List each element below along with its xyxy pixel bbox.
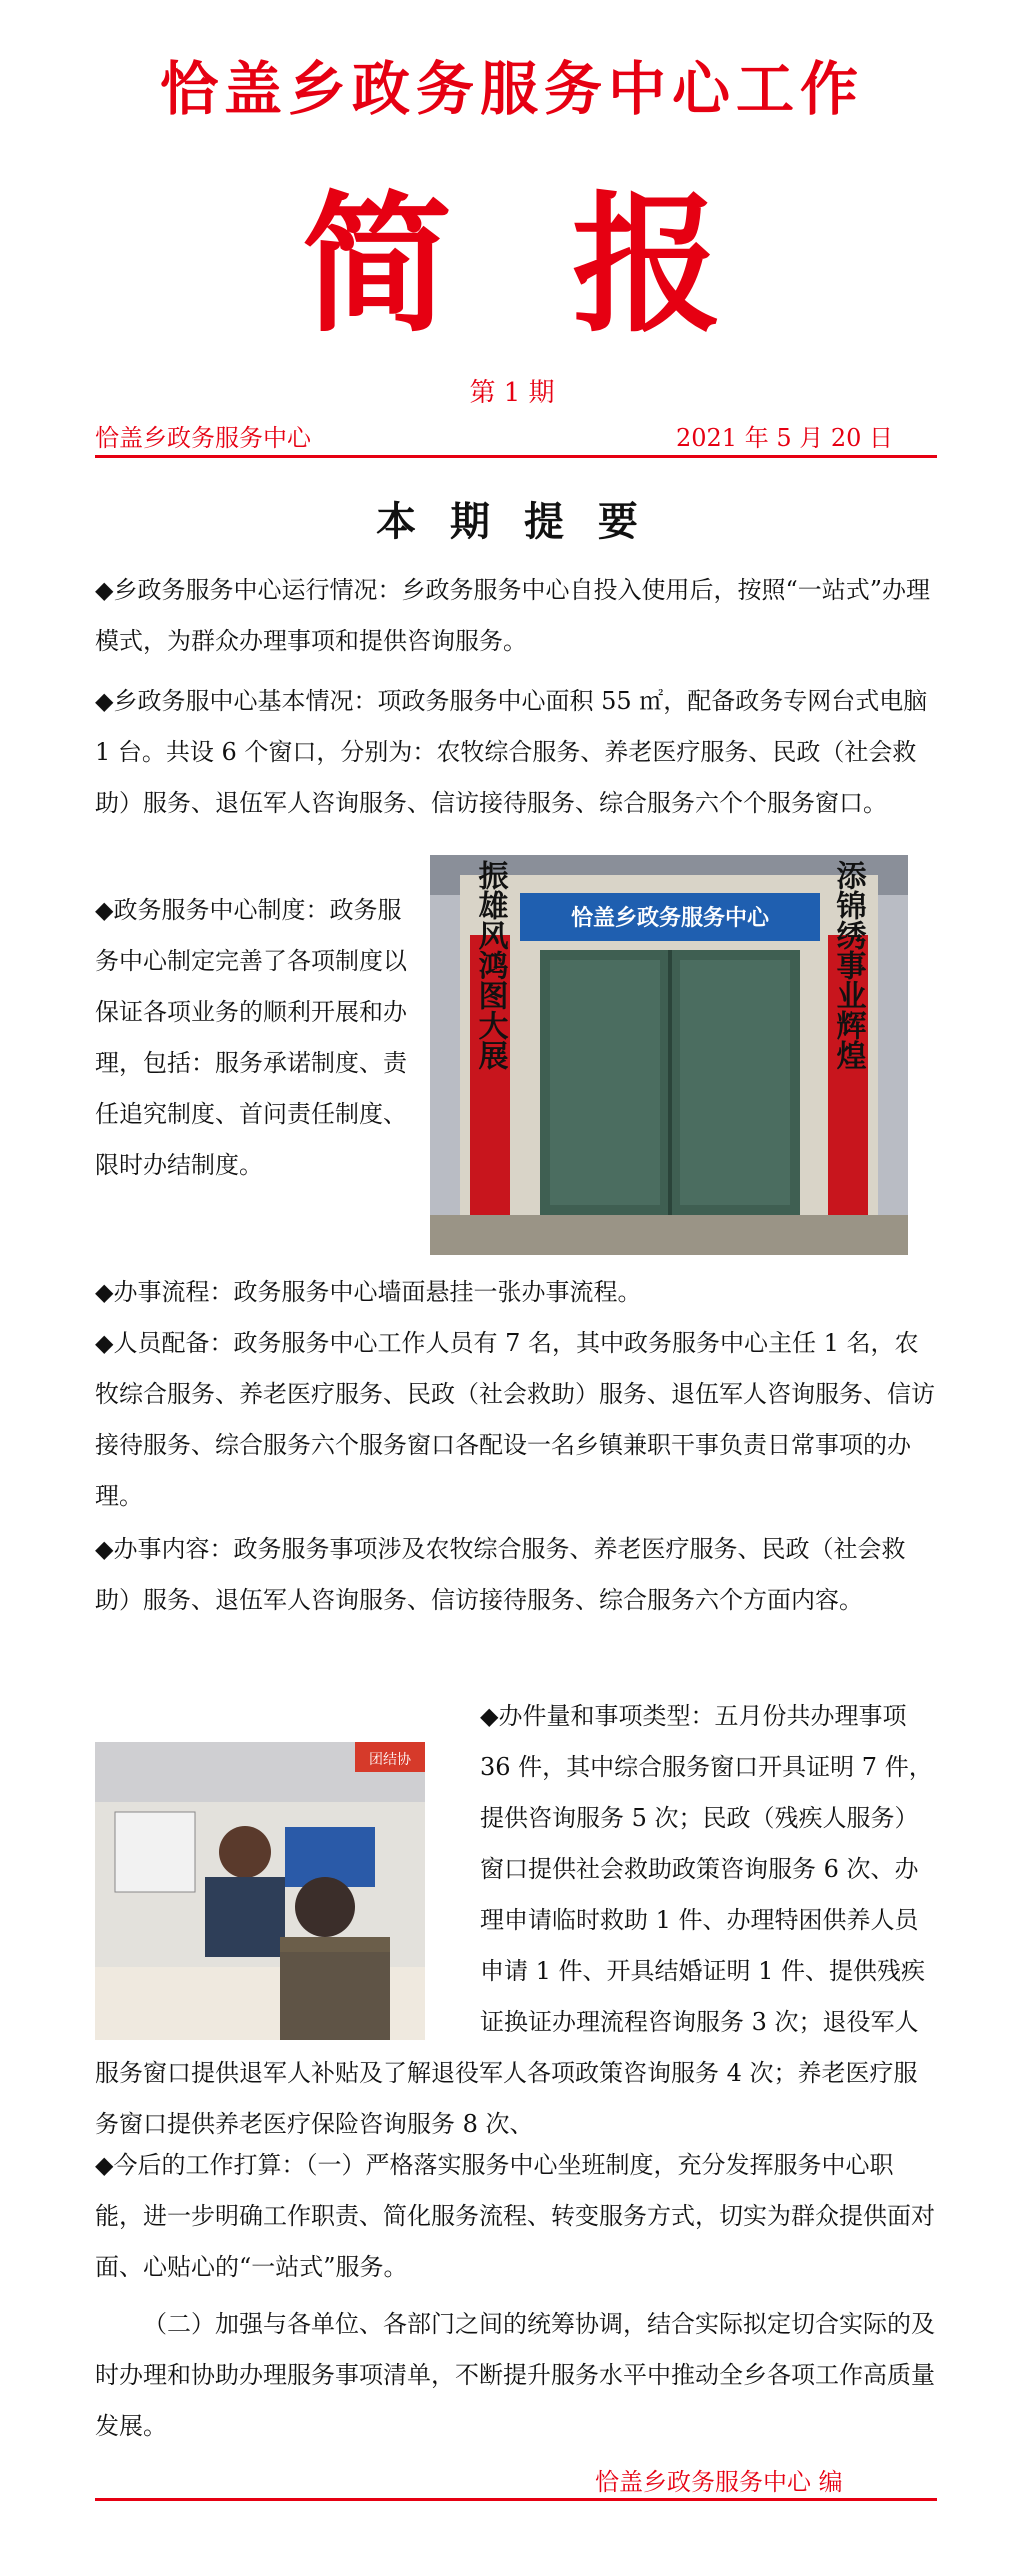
para-basic-info: ◆乡政务服中心基本情况：项政务服务中心面积 55 ㎡，配备政务专网台式电脑 1 台。共设 6 个窗口，分别为：农牧综合服务、养老医疗服务、民政（社会救助）服务、退伍军人咨询服务、信访接待服务、综合服务六个个服务窗口。 (95, 687, 928, 817)
issue-number: 第 1 期 (469, 378, 555, 408)
photo-float-spacer (95, 1691, 480, 2048)
para-staffing: ◆人员配备：政务服务中心工作人员有 7 名，其中政务服务中心主任 1 名，农牧综合服务、养老医疗服务、民政（社会救助）服务、退伍军人咨询服务、信访接待服务、综合服务六个服务窗口各配设一名乡镇兼职干事负责日常事项的办理。 (95, 1329, 935, 1510)
para-volume-body: ◆办件量和事项类型：五月份共办理事项 36 件，其中综合服务窗口开具证明 7 件，提供咨询服务 5 次；民政（残疾人服务）窗口提供社会救助政策咨询服务 6 次、办理申请临时救助 1 件、办理特困供养人员申请 1 件、开具结婚证明 1 件、提供残疾证换证办理流程咨询服务 3 次；退役军人服务窗口提供退军人补贴及了解退役军人各项政策咨询服务 4 次；养老医疗服务窗口提供养老医疗保险咨询服务 8 次、 (95, 1702, 933, 2138)
para-process: ◆办事流程：政务服务中心墙面悬挂一张办事流程。 (95, 1278, 642, 1306)
big-char-1: 简 (301, 177, 452, 353)
para-content: ◆办事内容：政务服务事项涉及农牧综合服务、养老医疗服务、民政（社会救助）服务、退伍军人咨询服务、信访接待服务、综合服务六个方面内容。 (95, 1535, 906, 1614)
big-char-2: 报 (572, 177, 723, 353)
summary-heading: 本 期 提 要 (376, 498, 648, 545)
couplet-right: 添锦绣事业辉煌 (830, 860, 866, 1070)
para-system: ◆政务服务中心制度：政务服务中心制定完善了各项制度以保证各项业务的顺利开展和办理，包括：服务承诺制度、责任追究制度、首问责任制度、限时办结制度。 (95, 896, 407, 1179)
para-plan: ◆今后的工作打算：（一）严格落实服务中心坐班制度，充分发挥服务中心职能，进一步明确工作职责、简化服务流程、转变服务方式，切实为群众提供面对面、心贴心的“一站式”服务。 (95, 2151, 935, 2281)
para-volume (95, 1691, 937, 2150)
sign-text: 恰盖乡政务服务中心 (570, 906, 770, 931)
report-title: 恰盖乡政务服务中心工作 (159, 55, 864, 123)
header-org: 恰盖乡政务服务中心 (95, 424, 311, 452)
para-operation: ◆乡政务服务中心运行情况：乡政务服务中心自投入使用后，按照“一站式”办理模式，为群众办理事项和提供咨询服务。 (95, 576, 930, 655)
header-divider (95, 455, 937, 458)
banner-text: 团结协 (369, 1752, 411, 1768)
report-big-title (0, 177, 1024, 353)
entrance-illustration (430, 855, 908, 1255)
footer-divider (95, 2498, 937, 2501)
para-volume-text (95, 1691, 937, 2150)
footer-editor: 恰盖乡政务服务中心 编 (595, 2468, 843, 2496)
couplet-left: 振雄风鸿图大展 (472, 860, 508, 1070)
para-plan-2: （二）加强与各单位、各部门之间的统筹协调，结合实际拟定切合实际的及时办理和协助办理服务事项清单，不断提升服务水平中推动全乡各项工作高质量发展。 (95, 2310, 935, 2440)
photo-entrance (430, 855, 908, 1255)
header-date: 2021 年 5 月 20 日 (676, 424, 894, 452)
